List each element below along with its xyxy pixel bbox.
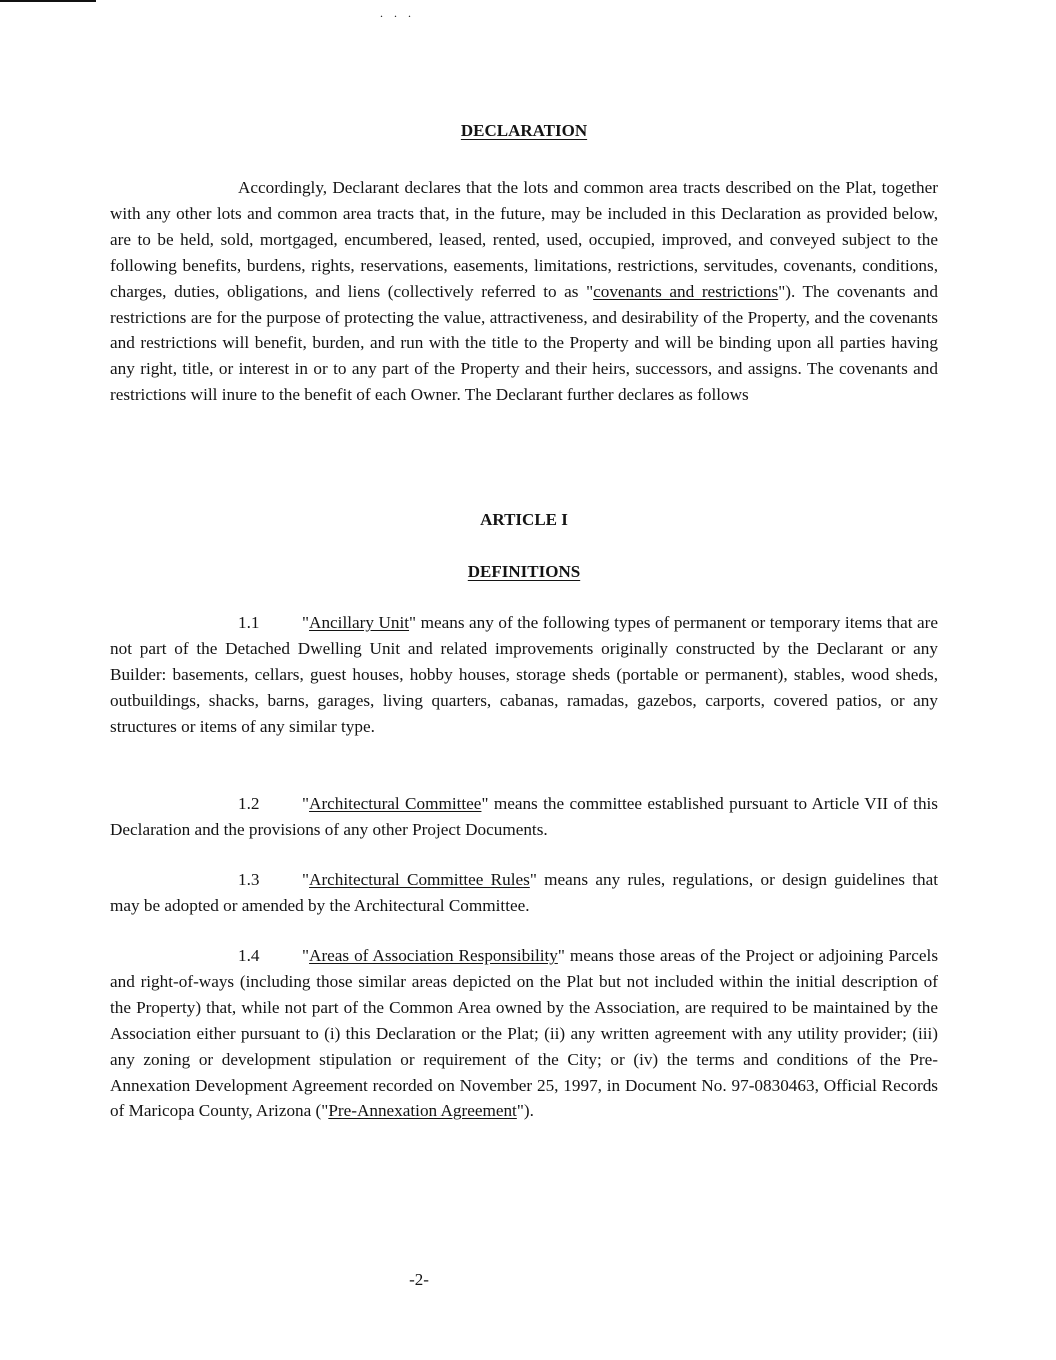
page-number: -2-	[409, 1270, 429, 1289]
article-title: ARTICLE I	[480, 510, 568, 529]
section-number: 1.2	[238, 794, 260, 813]
scan-corner-mark	[0, 0, 96, 2]
defined-term: Ancillary Unit	[309, 613, 410, 632]
declaration-heading: DECLARATION	[460, 121, 588, 140]
definition-1-1: 1.1 "Ancillary Unit" means any of the following types of permanent or temporary items that are not part of the Detached Dwelling Unit and related improvements originally constructed by the Declarant or any Builder: basements, cellars, guest houses, hobby houses, storage sheds (portable or permanent), stables, wood sheds, outbuildings, shacks, barns, garages, living quarters, cabanas, ramadas, gazebos, carports, covered patios, or any structures or items of any similar type.	[110, 610, 938, 740]
article-subtitle: DEFINITIONS	[467, 562, 581, 581]
definition-1-4: 1.4 "Areas of Association Responsibility" means those areas of the Project or adjoining Parcels and right-of-ways (including those similar areas depicted on the Plat but not included within the initial description of the Property) that, while not part of the Common Area owned by the Association, are required to be maintained by the Association either pursuant to (i) this Declaration or the Plat; (ii) any written agreement with any utility provider; (iii) any zoning or development stipulation or requirement of the City; or (iv) the terms and conditions of the Pre-Annexation Development Agreement recorded on November 25, 1997, in Document No. 97-0830463, Official Records of Maricopa County, Arizona ("Pre-Annexation Agreement").	[110, 943, 938, 1124]
section-number: 1.1	[238, 613, 260, 632]
section-number: 1.4	[238, 946, 260, 965]
definition-1-3: 1.3 "Architectural Committee Rules" means any rules, regulations, or design guidelines that may be adopted or amended by the Architectural Committee.	[110, 867, 938, 919]
defined-term: Areas of Association Responsibility	[309, 946, 558, 965]
defined-term: Architectural Committee	[309, 794, 482, 813]
defined-term: Pre-Annexation Agreement	[328, 1101, 517, 1121]
declaration-paragraph: Accordingly, Declarant declares that the lots and common area tracts described on the Plat, together with any other lots and common area tracts that, in the future, may be included in this Declaration as provided below, are to be held, sold, mortgaged, encumbered, leased, rented, used, occupied, improved, and conveyed subject to the following benefits, burdens, rights, reservations, easements, limitations, restrictions, servitudes, covenants, conditions, charges, duties, obligations, and liens (collectively referred to as "covenants and restrictions"). The covenants and restrictions are for the purpose of protecting the value, attractiveness, and desirability of the Property, and the covenants and restrictions will benefit, burden, and run with the title to the Property and will be binding upon all parties having any right, title, or interest in or to any part of the Property and their heirs, successors, and assigns. The covenants and restrictions will inure to the benefit of each Owner. The Declarant further declares as follows	[110, 178, 938, 405]
defined-term: Architectural Committee Rules	[309, 870, 530, 889]
scan-dots: . . .	[380, 6, 415, 20]
definition-1-2: 1.2 "Architectural Committee" means the committee established pursuant to Article VII of this Declaration and the provisions of any other Project Documents.	[110, 791, 938, 843]
defined-term: covenants and restrictions	[593, 281, 779, 301]
section-number: 1.3	[238, 870, 260, 889]
